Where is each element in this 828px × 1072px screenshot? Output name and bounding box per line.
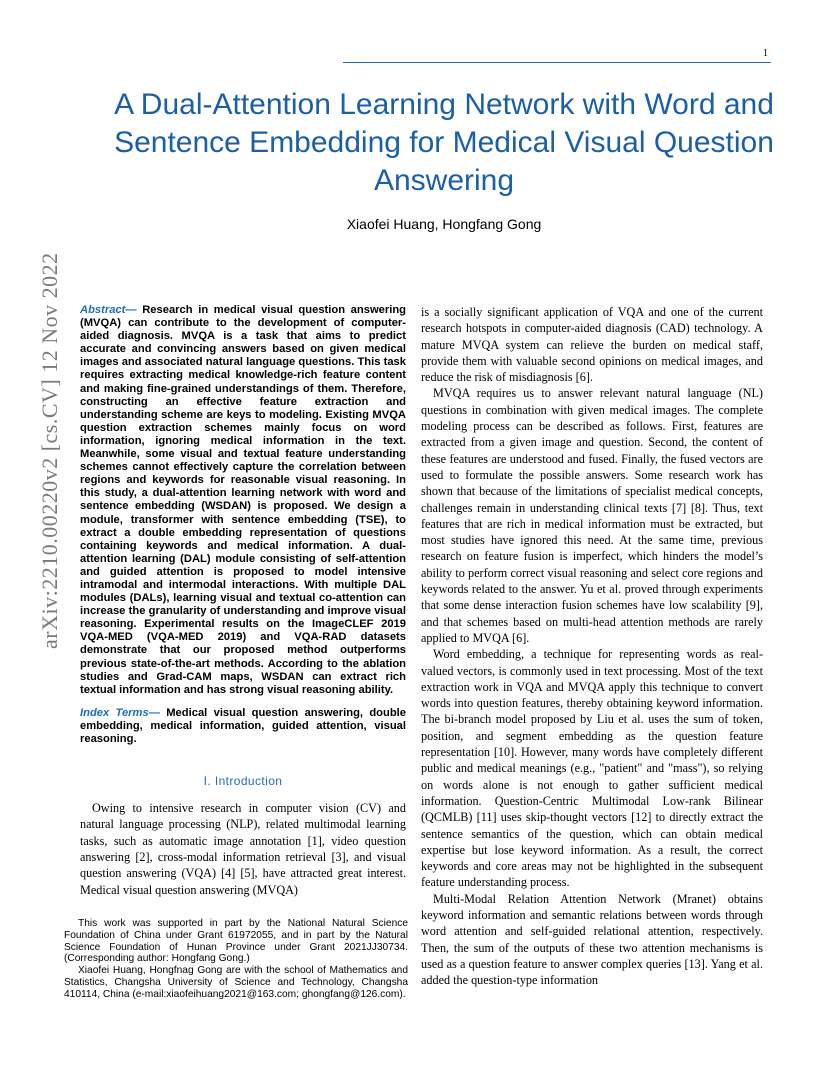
right-column	[421, 304, 763, 988]
paper-authors: Xiaofei Huang, Hongfang Gong	[346, 216, 542, 232]
right-paragraph-1: is a socially significant application of VQA and one of the current research hotspots in computer-aided diagnosis (CAD) technology. A mature MVQA system can relieve the burden on medical staff, provide them with valuable second opinions on medical images, and reduce the risk of misdiagnosis [6].	[421, 305, 763, 385]
index-terms-text: Medical visual question answering, double embedding, medical information, guided attention, visual reasoning.	[80, 706, 407, 745]
footnote-affiliation: Xiaofei Huang, Hongfnag Gong are with the school of Mathematics and Statistics, Changsha University of Science and Technology, Changsha 410114, China (e-mail:xiaofeihuang2021@163.com; ghongfang@126.com).	[64, 965, 408, 1000]
footnotes	[64, 918, 408, 1001]
page-number: 1	[763, 48, 768, 59]
left-column	[80, 304, 406, 898]
header-rule	[343, 62, 771, 63]
intro-paragraph-1: Owing to intensive research in computer vision (CV) and natural language processing (NLP), related multimodal learning tasks, such as automatic image annotation [1], video question answering [2], cross-modal information retrieval [3], and visual question answering (VQA) [4] [5], have attracted great interest. Medical visual question answering (MVQA)	[80, 801, 406, 897]
abstract-label: Abstract—	[80, 304, 137, 316]
footnote-funding: This work was supported in part by the National Natural Science Foundation of China under Grant 61972055, and in part by the Natural Science Foundation of Hunan Province under Grant 2021JJ30734. (Corresponding author: Hongfang Gong.)	[64, 918, 408, 965]
index-terms	[80, 707, 406, 746]
right-paragraph-4: Multi-Modal Relation Attention Network (Mranet) obtains keyword information and semantic relations between words through word attention and self-guided relational attention, respectively. Then, the sum of the outputs of these two attention mechanisms is used as a question feature to answer complex queries [13]. Yang et al. added the question-type information	[421, 891, 763, 988]
index-terms-label: Index Terms—	[80, 706, 160, 719]
section-heading-introduction: I. Introduction	[203, 774, 283, 789]
abstract	[80, 304, 406, 697]
arxiv-identifier: arXiv:2210.00220v2 [cs.CV] 12 Nov 2022	[37, 252, 62, 649]
paper-title: A Dual-Attention Learning Network with Word and Sentence Embedding for Medical Visual Question Answering	[114, 88, 774, 197]
right-paragraph-2: MVQA requires us to answer relevant natural language (NL) questions in combination with given medical images. The complete modeling process can be described as follows. First, features are extracted from a given image and question. Second, the content of these features are understood and fused. Finally, the fused vectors are used to formulate the possible answers. Some research work has shown that because of the limitations of specialist medical concepts, challenges remain in understanding clinical texts [7] [8]. Thus, text features that are rich in medical information must be extracted, but most studies have ignored this need. At the same time, previous research on feature fusion is imperfect, which hinders the model’s ability to perform correct visual reasoning and select core regions and keywords related to the answer. Yu et al. proved through experiments that some dense interaction fusion schemes have low scalability [9], and that schemes based on multi-head attention methods are rarely applied to MVQA [6].	[421, 386, 763, 645]
right-paragraph-3: Word embedding, a technique for representing words as real-valued vectors, is commonly used in text processing. Most of the text extraction work in VQA and MVQA apply this technique to convert words into question features, thereby obtaining keyword information. The bi-branch model proposed by Liu et al. uses the sum of token, position, and segment embedding as the question feature representation [10]. However, many words have completely different public and medical meanings (e.g., "patient" and "mass"), so relying on words alone is not enough to gather sufficient medical information. Question-Centric Multimodal Low-rank Bilinear (QCMLB) [11] uses skip-thought vectors [12] to directly extract the sentence semantics of the question, which can obtain medical expertise but lose keyword information. As a result, the correct keywords and core areas may not be highlighted in the subsequent feature understanding process.	[421, 647, 763, 890]
abstract-text: Research in medical visual question answering (MVQA) can contribute to the development of computer-aided diagnosis. MVQA is a task that aims to predict accurate and convincing answers based on given medical images and associated natural language questions. This task requires extracting medical knowledge-rich feature content and making fine-grained understandings of them. Therefore, constructing an effective feature extraction and understanding scheme are keys to modeling. Existing MVQA question extraction schemes mainly focus on word information, ignoring medical information in the text. Meanwhile, some visual and textual feature understanding schemes cannot effectively capture the correlation between regions and keywords for reasonable visual reasoning. In this study, a dual-attention learning network with word and sentence embedding (WSDAN) is proposed. We design a module, transformer with sentence embedding (TSE), to extract a double embedding representation of questions containing keywords and medical information. A dual-attention learning (DAL) module consisting of self-attention and guided attention is proposed to model intensive intramodal and intermodal interactions. With multiple DAL modules (DALs), learning visual and textual co-attention can increase the granularity of understanding and improve visual reasoning. Experimental results on the ImageCLEF 2019 VQA-MED (VQA-MED 2019) and VQA-RAD datasets demonstrate that our proposed method outperforms previous state-of-the-art methods. According to the ablation studies and Grad-CAM maps, WSDAN can extract rich textual information and has strong visual reasoning ability.	[80, 304, 407, 696]
